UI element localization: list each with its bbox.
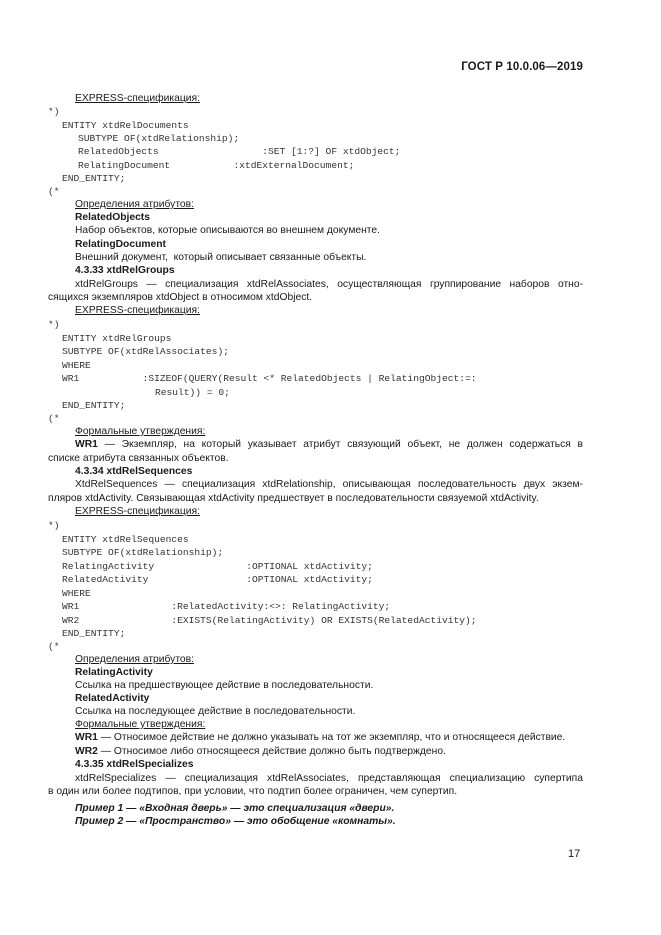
code-line: *) xyxy=(48,319,60,330)
section-heading: Формальные утверждения: xyxy=(75,719,206,730)
example-line: Пример 2 — «Пространство» — это обобщение «комнаты». xyxy=(75,816,396,827)
section-heading: Определения атрибутов: xyxy=(75,199,194,210)
text-line: xtdRelSpecializes — специализация xtdRelAssociates, представляющая специализацию супертипа xyxy=(75,773,583,784)
code-line: (* xyxy=(48,413,60,424)
rule-id: WR1 xyxy=(75,732,98,743)
term-heading: RelatingActivity xyxy=(75,667,153,678)
text-line: Набор объектов, которые описываются во внешнем документе. xyxy=(75,225,380,236)
text-line: пляров xtdActivity. Связывающая xtdActivity предшествует в последовательности связуемой xtdActivity. xyxy=(48,493,539,504)
rule-line xyxy=(75,731,565,744)
code-line: WHERE xyxy=(62,588,91,599)
text-line: xtdRelGroups — специализация xtdRelAssociates, осуществляющая группирование наборов отно- xyxy=(75,279,583,290)
code-line: END_ENTITY; xyxy=(62,628,126,639)
rule-id: WR1 xyxy=(75,439,98,450)
code-line: WR1 :SIZEOF(QUERY(Result <* RelatedObjects | RelatingObject:=: xyxy=(62,373,477,384)
text-line: в один или более подтипов, при условии, что подтип более ограничен, чем супертип. xyxy=(48,786,458,797)
text-line: списке атрибута связанных объектов. xyxy=(48,453,229,464)
rule-text: — Относимое действие не должно указывать на тот же экземпляр, что и относящееся действие. xyxy=(97,732,566,743)
code-line: SUBTYPE OF(xtdRelationship); xyxy=(62,547,224,558)
section-heading: Формальные утверждения: xyxy=(75,426,206,437)
text-line: сящихся экземпляров xtdObject в относимом xtdObject. xyxy=(48,292,313,303)
rule-line xyxy=(75,745,446,758)
code-line: (* xyxy=(48,641,60,652)
code-line: *) xyxy=(48,106,60,117)
section-heading: EXPRESS-спецификация: xyxy=(75,305,200,316)
rule-id: WR2 xyxy=(75,746,98,757)
rule-text: — Экземпляр, на который указывает атрибут связующий объект, не должен содержаться в xyxy=(97,439,583,450)
code-line: END_ENTITY; xyxy=(62,400,126,411)
rule-line xyxy=(75,438,583,451)
code-line: RelatingActivity :OPTIONAL xtdActivity; xyxy=(62,561,373,572)
text-line: Ссылка на предшествующее действие в последовательности. xyxy=(75,680,374,691)
code-line: RelatingDocument :xtdExternalDocument; xyxy=(78,160,355,171)
code-line: ENTITY xtdRelSequences xyxy=(62,534,189,545)
term-heading: 4.3.34 xtdRelSequences xyxy=(75,466,193,477)
code-line: END_ENTITY; xyxy=(62,173,126,184)
code-line: SUBTYPE OF(xtdRelationship); xyxy=(78,133,240,144)
section-heading: Определения атрибутов: xyxy=(75,654,194,665)
term-heading: 4.3.35 xtdRelSpecializes xyxy=(75,759,194,770)
code-line: WHERE xyxy=(62,360,91,371)
code-line: *) xyxy=(48,520,60,531)
text-line: XtdRelSequences — специализация xtdRelationship, описывающая последовательность двух экзем- xyxy=(75,479,583,490)
example-line: Пример 1 — «Входная дверь» — это специализация «двери». xyxy=(75,803,395,814)
document-standard-header: ГОСТ Р 10.0.06—2019 xyxy=(461,61,583,73)
code-line: WR1 :RelatedActivity:<>: RelatingActivity; xyxy=(62,601,391,612)
code-line: Result)) = 0; xyxy=(155,387,230,398)
code-line: RelatedActivity :OPTIONAL xtdActivity; xyxy=(62,574,373,585)
section-heading: EXPRESS-спецификация: xyxy=(75,506,200,517)
code-line: (* xyxy=(48,186,60,197)
term-heading: RelatingDocument xyxy=(75,239,166,250)
code-line: ENTITY xtdRelDocuments xyxy=(62,120,189,131)
rule-text: — Относимое либо относящееся действие должно быть подтверждено. xyxy=(97,746,446,757)
section-heading: EXPRESS-спецификация: xyxy=(75,93,200,104)
text-line: Ссылка на последующее действие в последовательности. xyxy=(75,706,356,717)
code-line: SUBTYPE OF(xtdRelAssociates); xyxy=(62,346,229,357)
text-line: Внешний документ, который описывает связанные объекты. xyxy=(75,252,367,263)
code-line: RelatedObjects :SET [1:?] OF xtdObject; xyxy=(78,146,401,157)
term-heading: RelatedActivity xyxy=(75,693,150,704)
page-number: 17 xyxy=(568,848,581,860)
code-line: ENTITY xtdRelGroups xyxy=(62,333,172,344)
code-line: WR2 :EXISTS(RelatingActivity) OR EXISTS(RelatedActivity); xyxy=(62,615,477,626)
term-heading: RelatedObjects xyxy=(75,212,150,223)
term-heading: 4.3.33 xtdRelGroups xyxy=(75,265,175,276)
